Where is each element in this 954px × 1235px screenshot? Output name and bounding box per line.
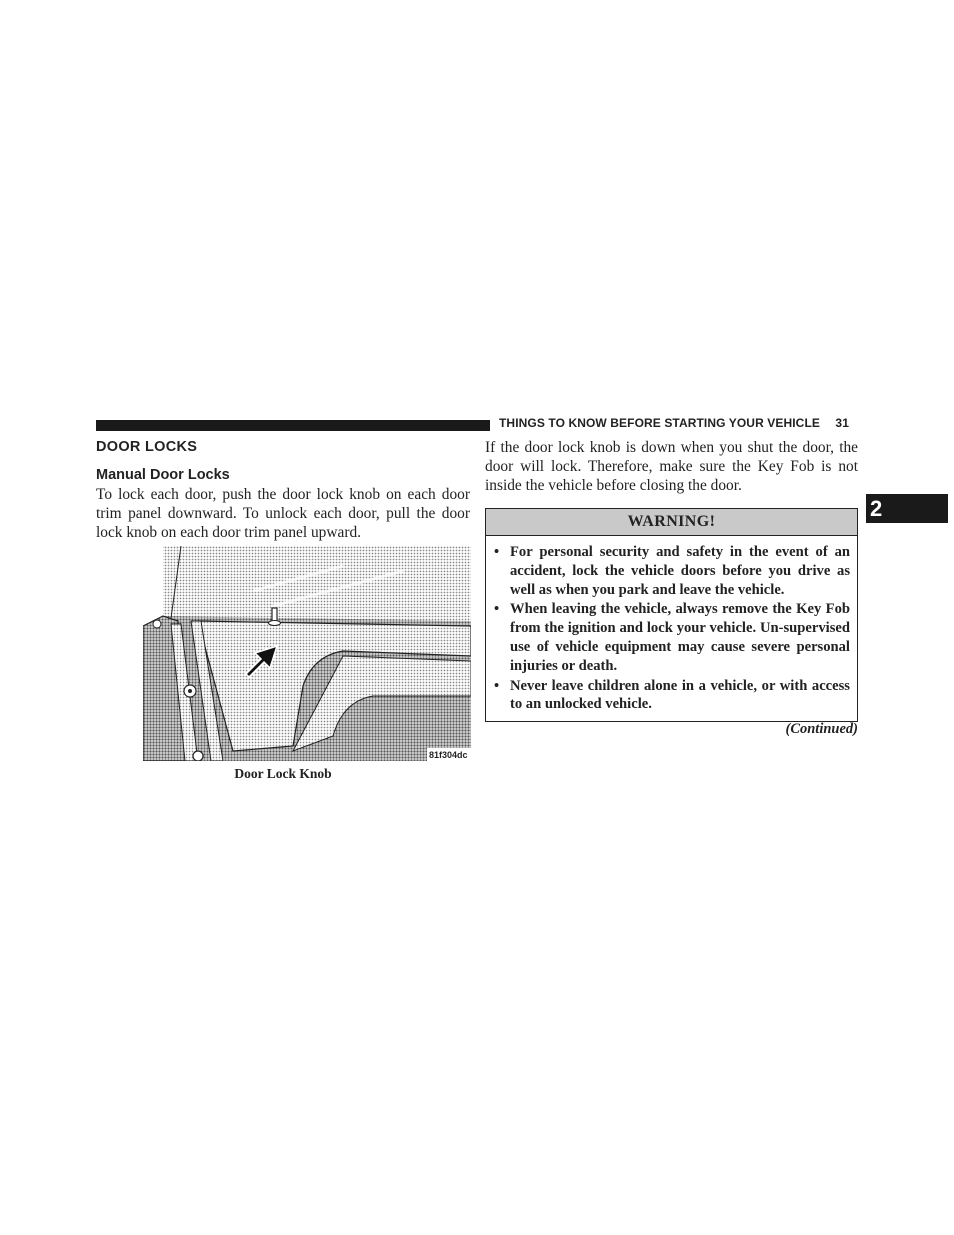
- section-title: DOOR LOCKS: [96, 439, 198, 455]
- warning-item-text: Never leave children alone in a vehicle, or with access to an unlocked vehicle.: [510, 677, 850, 713]
- warning-list: [486, 536, 857, 714]
- warning-item: [493, 600, 850, 675]
- running-title: THINGS TO KNOW BEFORE STARTING YOUR VEHICLE: [499, 416, 820, 430]
- warning-item: [493, 677, 850, 715]
- bullet: •: [494, 544, 500, 560]
- figure-caption: Door Lock Knob: [234, 766, 332, 781]
- warning-item: [493, 543, 850, 599]
- chapter-tab: 2: [866, 494, 948, 523]
- window-glass: [163, 546, 471, 621]
- continued-note: (Continued): [785, 721, 858, 737]
- page-number: 31: [835, 416, 849, 430]
- warning-heading: WARNING!: [486, 509, 857, 536]
- bullet: •: [494, 677, 500, 694]
- warning-item-text: For personal security and safety in the event of an accident, lock the vehicle doors before you drive as well as when you park and leave the vehicle.: [510, 544, 850, 598]
- door-lock-knob-illustration: [143, 546, 471, 761]
- warning-item-text: When leaving the vehicle, always remove the Key Fob from the ignition and lock your vehicle. Un-supervised use of vehicle equipment may cause severe personal injuries or death.: [510, 601, 850, 674]
- manual-door-locks-paragraph: To lock each door, push the door lock knob on each door trim panel downward. To unlock each door, pull the door lock knob on each door trim panel upward.: [96, 486, 470, 541]
- warning-box: [485, 508, 858, 722]
- figure-code: 81f304dc: [429, 750, 468, 760]
- running-header: [499, 416, 849, 430]
- subsection-title: Manual Door Locks: [96, 467, 230, 483]
- door-lock-paragraph: If the door lock knob is down when you shut the door, the door will lock. Therefore, make sure the Key Fob is not inside the vehicle before closing the door.: [485, 439, 858, 494]
- header-rule-bar: [96, 420, 490, 431]
- bullet: •: [494, 601, 500, 618]
